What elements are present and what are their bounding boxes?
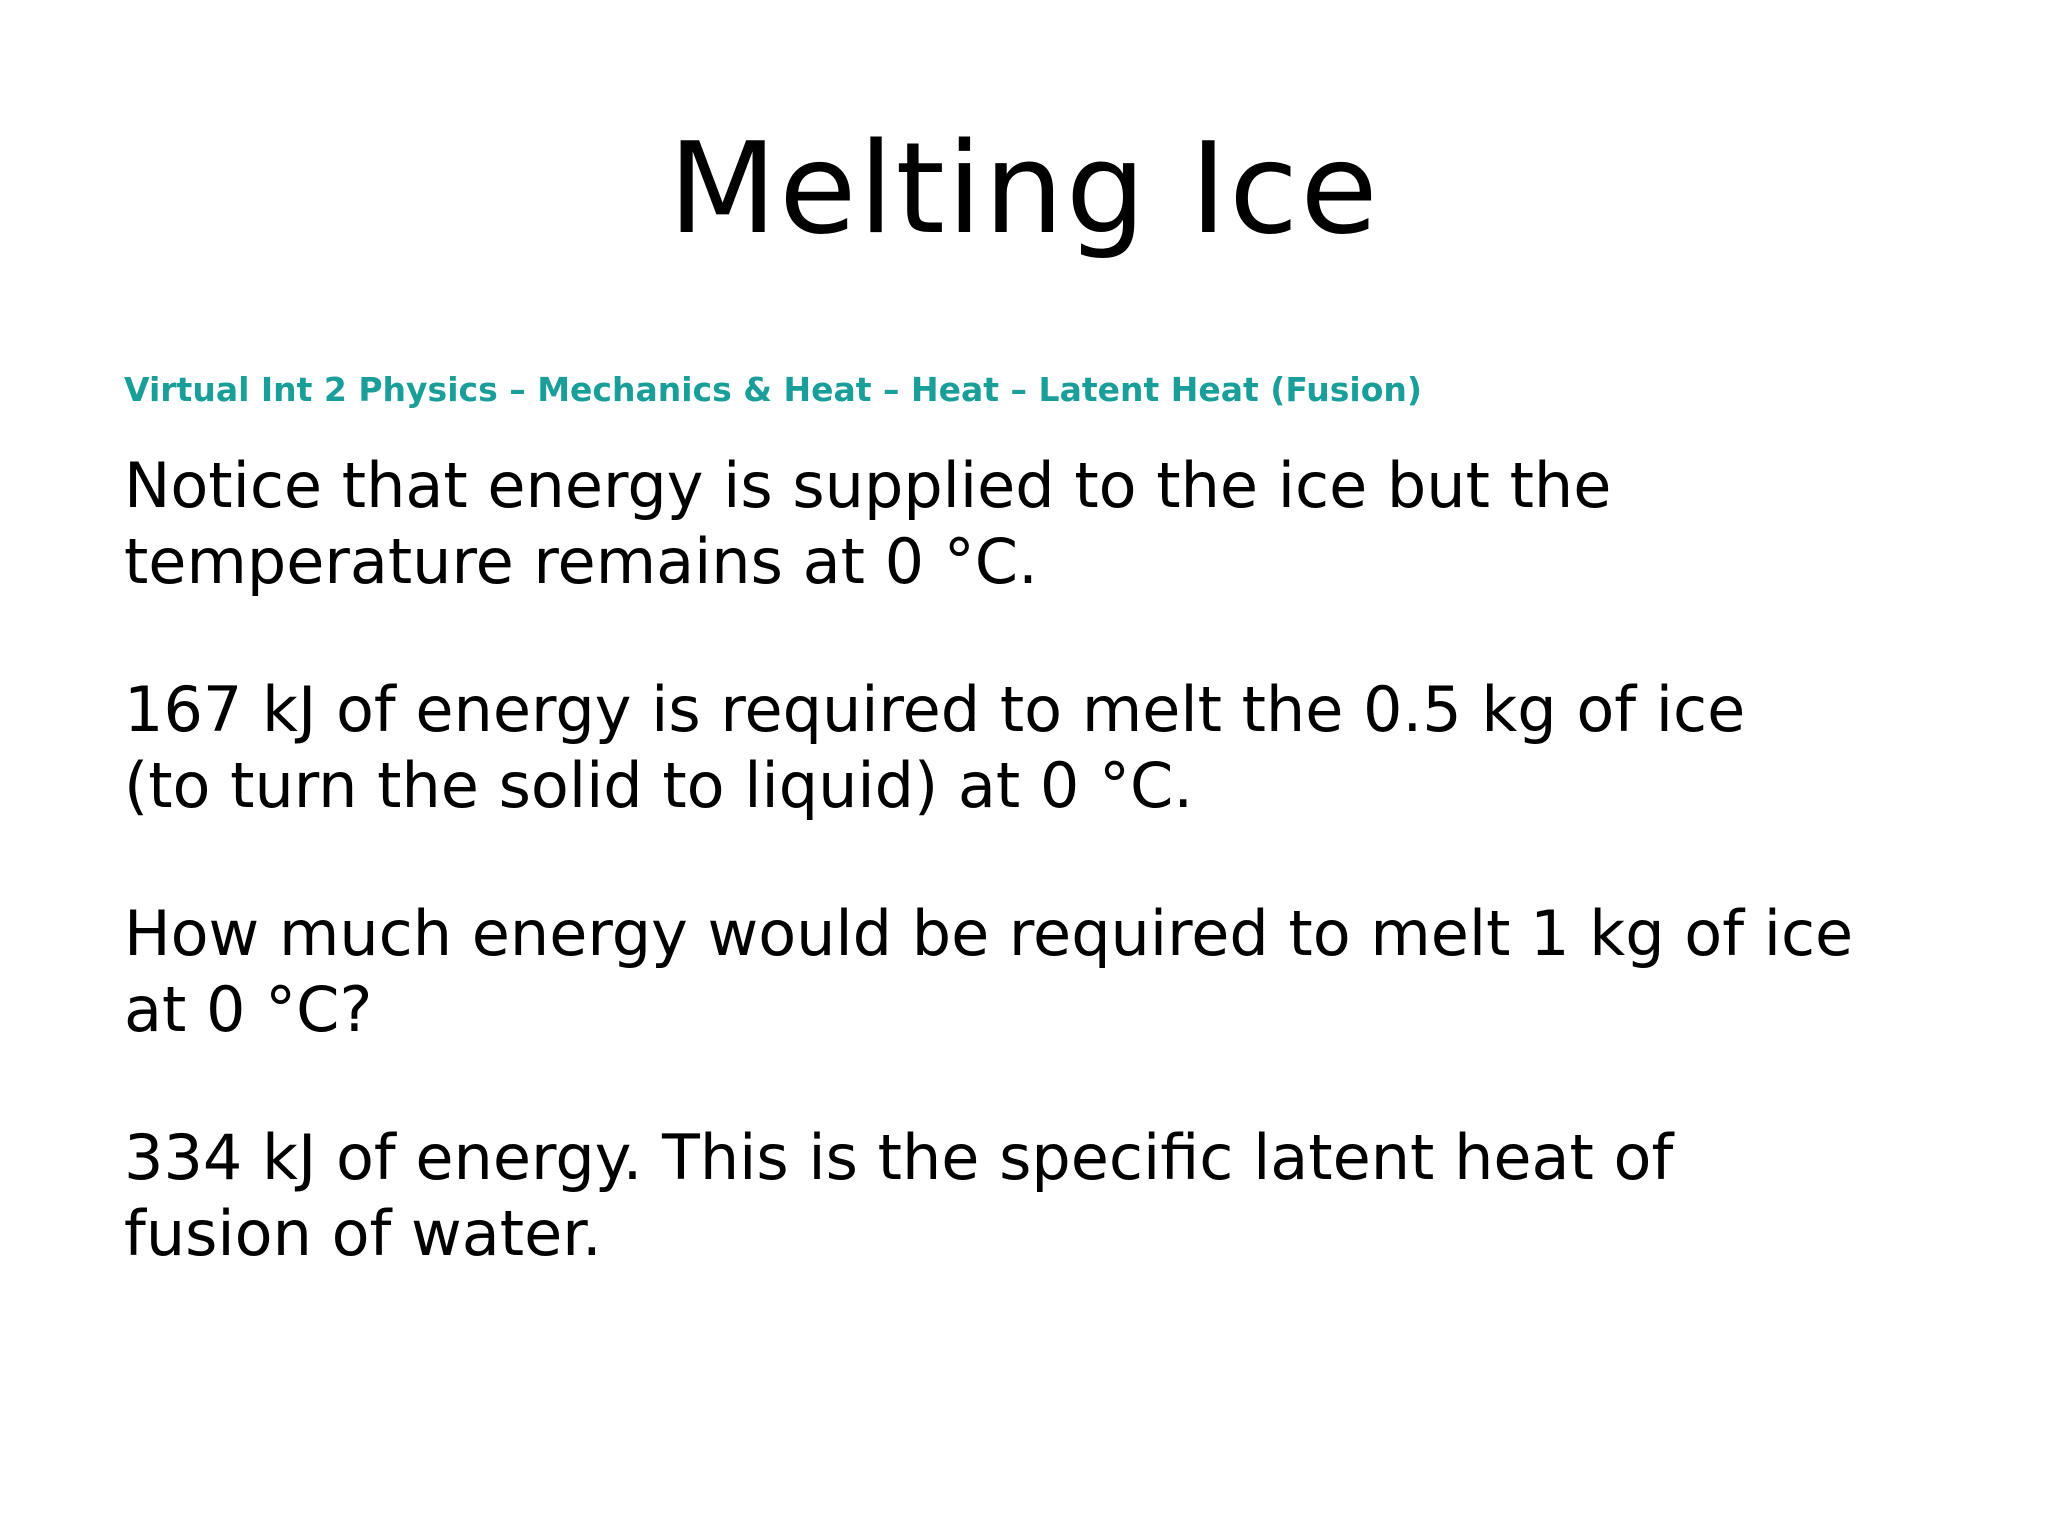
paragraph-line: How much energy would be required to melt 1 kg of ice — [124, 897, 1854, 970]
paragraph-line: 167 kJ of energy is required to melt the 0.5 kg of ice — [124, 673, 1746, 746]
paragraph-line: temperature remains at 0 °C. — [124, 525, 1038, 598]
paragraph-notice — [124, 448, 1964, 600]
paragraph-line: (to turn the solid to liquid) at 0 °C. — [124, 749, 1194, 822]
paragraph-line: fusion of water. — [124, 1197, 602, 1270]
paragraph-answer — [124, 1120, 1964, 1272]
slide-title: Melting Ice — [668, 115, 1380, 262]
slide-body — [124, 448, 1964, 1344]
paragraph-question — [124, 896, 1964, 1048]
paragraph-line: Notice that energy is supplied to the ice but the — [124, 449, 1612, 522]
paragraph-line: 334 kJ of energy. This is the specific latent heat of — [124, 1121, 1674, 1194]
paragraph-line: at 0 °C? — [124, 973, 373, 1046]
breadcrumb: Virtual Int 2 Physics – Mechanics & Heat – Heat – Latent Heat (Fusion) — [124, 370, 1422, 409]
paragraph-half-kg — [124, 672, 1964, 824]
